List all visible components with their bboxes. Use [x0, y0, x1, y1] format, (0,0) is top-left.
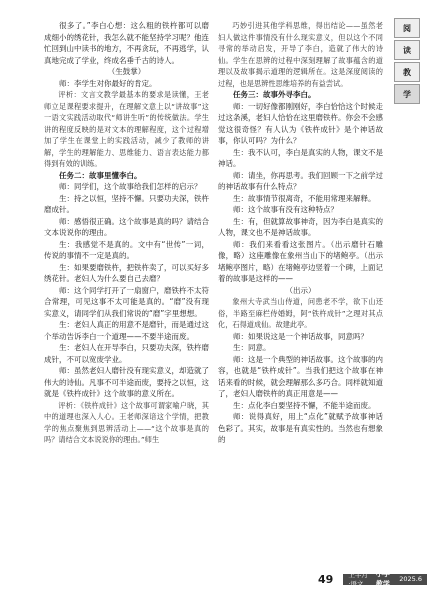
- issue-label: 上半月·语文: [348, 571, 368, 588]
- body-paragraph: 师：说得真好，用上“点化”就赋予故事神话色彩了。其实，故事是有真实性的。当然也有想象的: [218, 412, 383, 444]
- commentary-paragraph: 评析：《铁杵成针》这个故事可谓家喻户晓，其中的道理也深入人心。王老师深谙这个学情，把教学的焦点聚焦到思辨活动上——“这个故事是真的吗？请结合文本说说你的理由。”师生: [44, 400, 209, 444]
- stage-direction: （出示）: [285, 285, 316, 295]
- body-paragraph: 师：虽然老妇人磨针没有现实意义，却造就了伟大的诗仙。凡事不可半途而废，要持之以恒，这就是《铁杵成针》这个故事的意义所在。: [44, 366, 209, 398]
- section-tab: [394, 18, 420, 104]
- section-tab-char: 读: [394, 40, 420, 60]
- body-paragraph: 生：同意。: [233, 343, 271, 352]
- stage-direction: （生鼓掌）: [107, 67, 146, 76]
- body-paragraph: 生：故事情节很离奇，不能用常理来解释。: [233, 193, 376, 203]
- commentary-paragraph: 评析：文言文教学最基本的要求是读懂，王老师立足课程要求提升，在理解文意上以“讲故事”这一语文实践活动取代“师讲生听”的传统做法。学生讲的程度反映的是对文本的理解程度，这个过程增加了学生在课堂上的实践活动，减少了教师的讲解，学生的理解能力、思维能力、语言表达能力都得到有效的训练。: [44, 90, 209, 168]
- issue-date: 2025.6: [399, 575, 422, 583]
- body-paragraph: 师：如果说这是一个神话故事，同意吗？: [233, 331, 368, 341]
- page-number: 49: [318, 572, 334, 586]
- magazine-name: 小学教学: [375, 569, 390, 588]
- body-paragraph: 生：我感觉不是真的。文中有“世传”一词，传说的事情不一定是真的。: [44, 239, 209, 260]
- page-footer: [318, 569, 427, 588]
- commentary-paragraph: 象州大寺武当山侍道，问患老不学，欲下山还俗，半路至麻栏侍婚姆，阿“铁杵成针”之理对其点化，石得道成仙。故建此亭。: [218, 297, 383, 329]
- body-paragraph: 师：李学生对你最好的肯定。: [59, 78, 157, 88]
- body-paragraph: 很多了。”李白心想：这么粗的铁杵都可以磨成细小的绣花针，我怎么就不能坚持学习呢？他连忙回到山中读书的地方，不再贪玩，不再逃学，认真地完成了学业，终成名垂千古的诗人。: [44, 21, 209, 65]
- body-paragraph: 生：有，但就算故事神奇，因为李白是真实的人物，课文也不是神话故事。: [218, 216, 383, 237]
- body-paragraph: 生：我不认可，李白是真实的人物，课文不是神话。: [218, 147, 383, 168]
- body-paragraph: 师：这是一个典型的神话故事。这个故事的内容，也就是“铁杵成针”。当我们把这个故事在神话来看的时候，就会理解那么多巧合。同样就知道了，老妇人磨铁杵的真正用意是——: [218, 354, 383, 398]
- left-column: [44, 20, 209, 446]
- commentary-paragraph: 巧妙引进其他学科思维，得出结论——虽然老妇人做这件事情没有什么现实意义，但以这个不同寻常的举动启发，开导了李白，造就了伟大的诗仙。学生在思辨的过程中深刻理解了故事蕴含的道理以及故事揭示道理的逻辑所在。这是深度阅读的过程，也是思辨性思维培养的有益尝试。: [218, 21, 383, 88]
- task-heading: 任务二：故事里懂李白。: [59, 170, 142, 180]
- body-paragraph: 师：请坐，你再思考。我们回顾一下之前学过的神话故事有什么特点？: [218, 170, 383, 191]
- body-paragraph: 师：同学们，这个故事给我们怎样的启示？: [59, 182, 202, 191]
- section-tab-char: 阅: [394, 18, 420, 38]
- body-paragraph: 师：这个故事有没有这种特点？: [233, 205, 338, 214]
- right-column: [218, 20, 383, 446]
- footer-bar: [343, 569, 427, 588]
- body-paragraph: 生：如果要磨铁杵，把铁杵卖了，可以买好多绣花针。老妇人为什么要自己去磨？: [44, 262, 209, 283]
- body-paragraph: 生：老妇人真正的用意不是磨针，而是通过这个举动告诉李白一个道理——不要半途而废。: [44, 320, 209, 341]
- body-paragraph: 生：点化李白要坚持不懈，不能半途而废。: [233, 400, 376, 410]
- section-tab-char: 教: [394, 62, 420, 82]
- body-paragraph: 师：感悟很正确。这个故事是真的吗？请结合文本说说你的理由。: [44, 216, 209, 237]
- task-heading: 任务三：故事外寻李白。: [233, 90, 316, 99]
- body-paragraph: 生：持之以恒，坚持不懈。只要功夫深，铁杵磨成针。: [44, 193, 209, 214]
- body-paragraph: 师：我们来看看这张图片。（出示磨针石雕像，略）这座雕像在象州当山下的堵鲍亭。（出示堵鲍亭图片，略）在堵鲍亭边竖着一个碑，上面记着的故事是这样的——: [218, 239, 383, 283]
- body-paragraph: 师：一切好像都刚刚好，李白恰恰这个时候走过这条溪，老妇人恰恰在这里磨铁杵。你会不会感觉这很奇怪？有人认为《铁杵成针》是个神话故事，你认可吗？为什么？: [218, 101, 383, 145]
- body-paragraph: 师：这个同学打开了一扇窗户，磨铁杵不太符合常理，可见这事不太可能是真的。“磨”没有现实意义，请同学们从我们常说的“磨”字里想想。: [44, 285, 209, 318]
- section-tab-char: 学: [394, 84, 420, 104]
- body-paragraph: 生：老妇人在开导李白，只要功夫深，铁杵磨成针，不可以宽废学业。: [44, 343, 209, 364]
